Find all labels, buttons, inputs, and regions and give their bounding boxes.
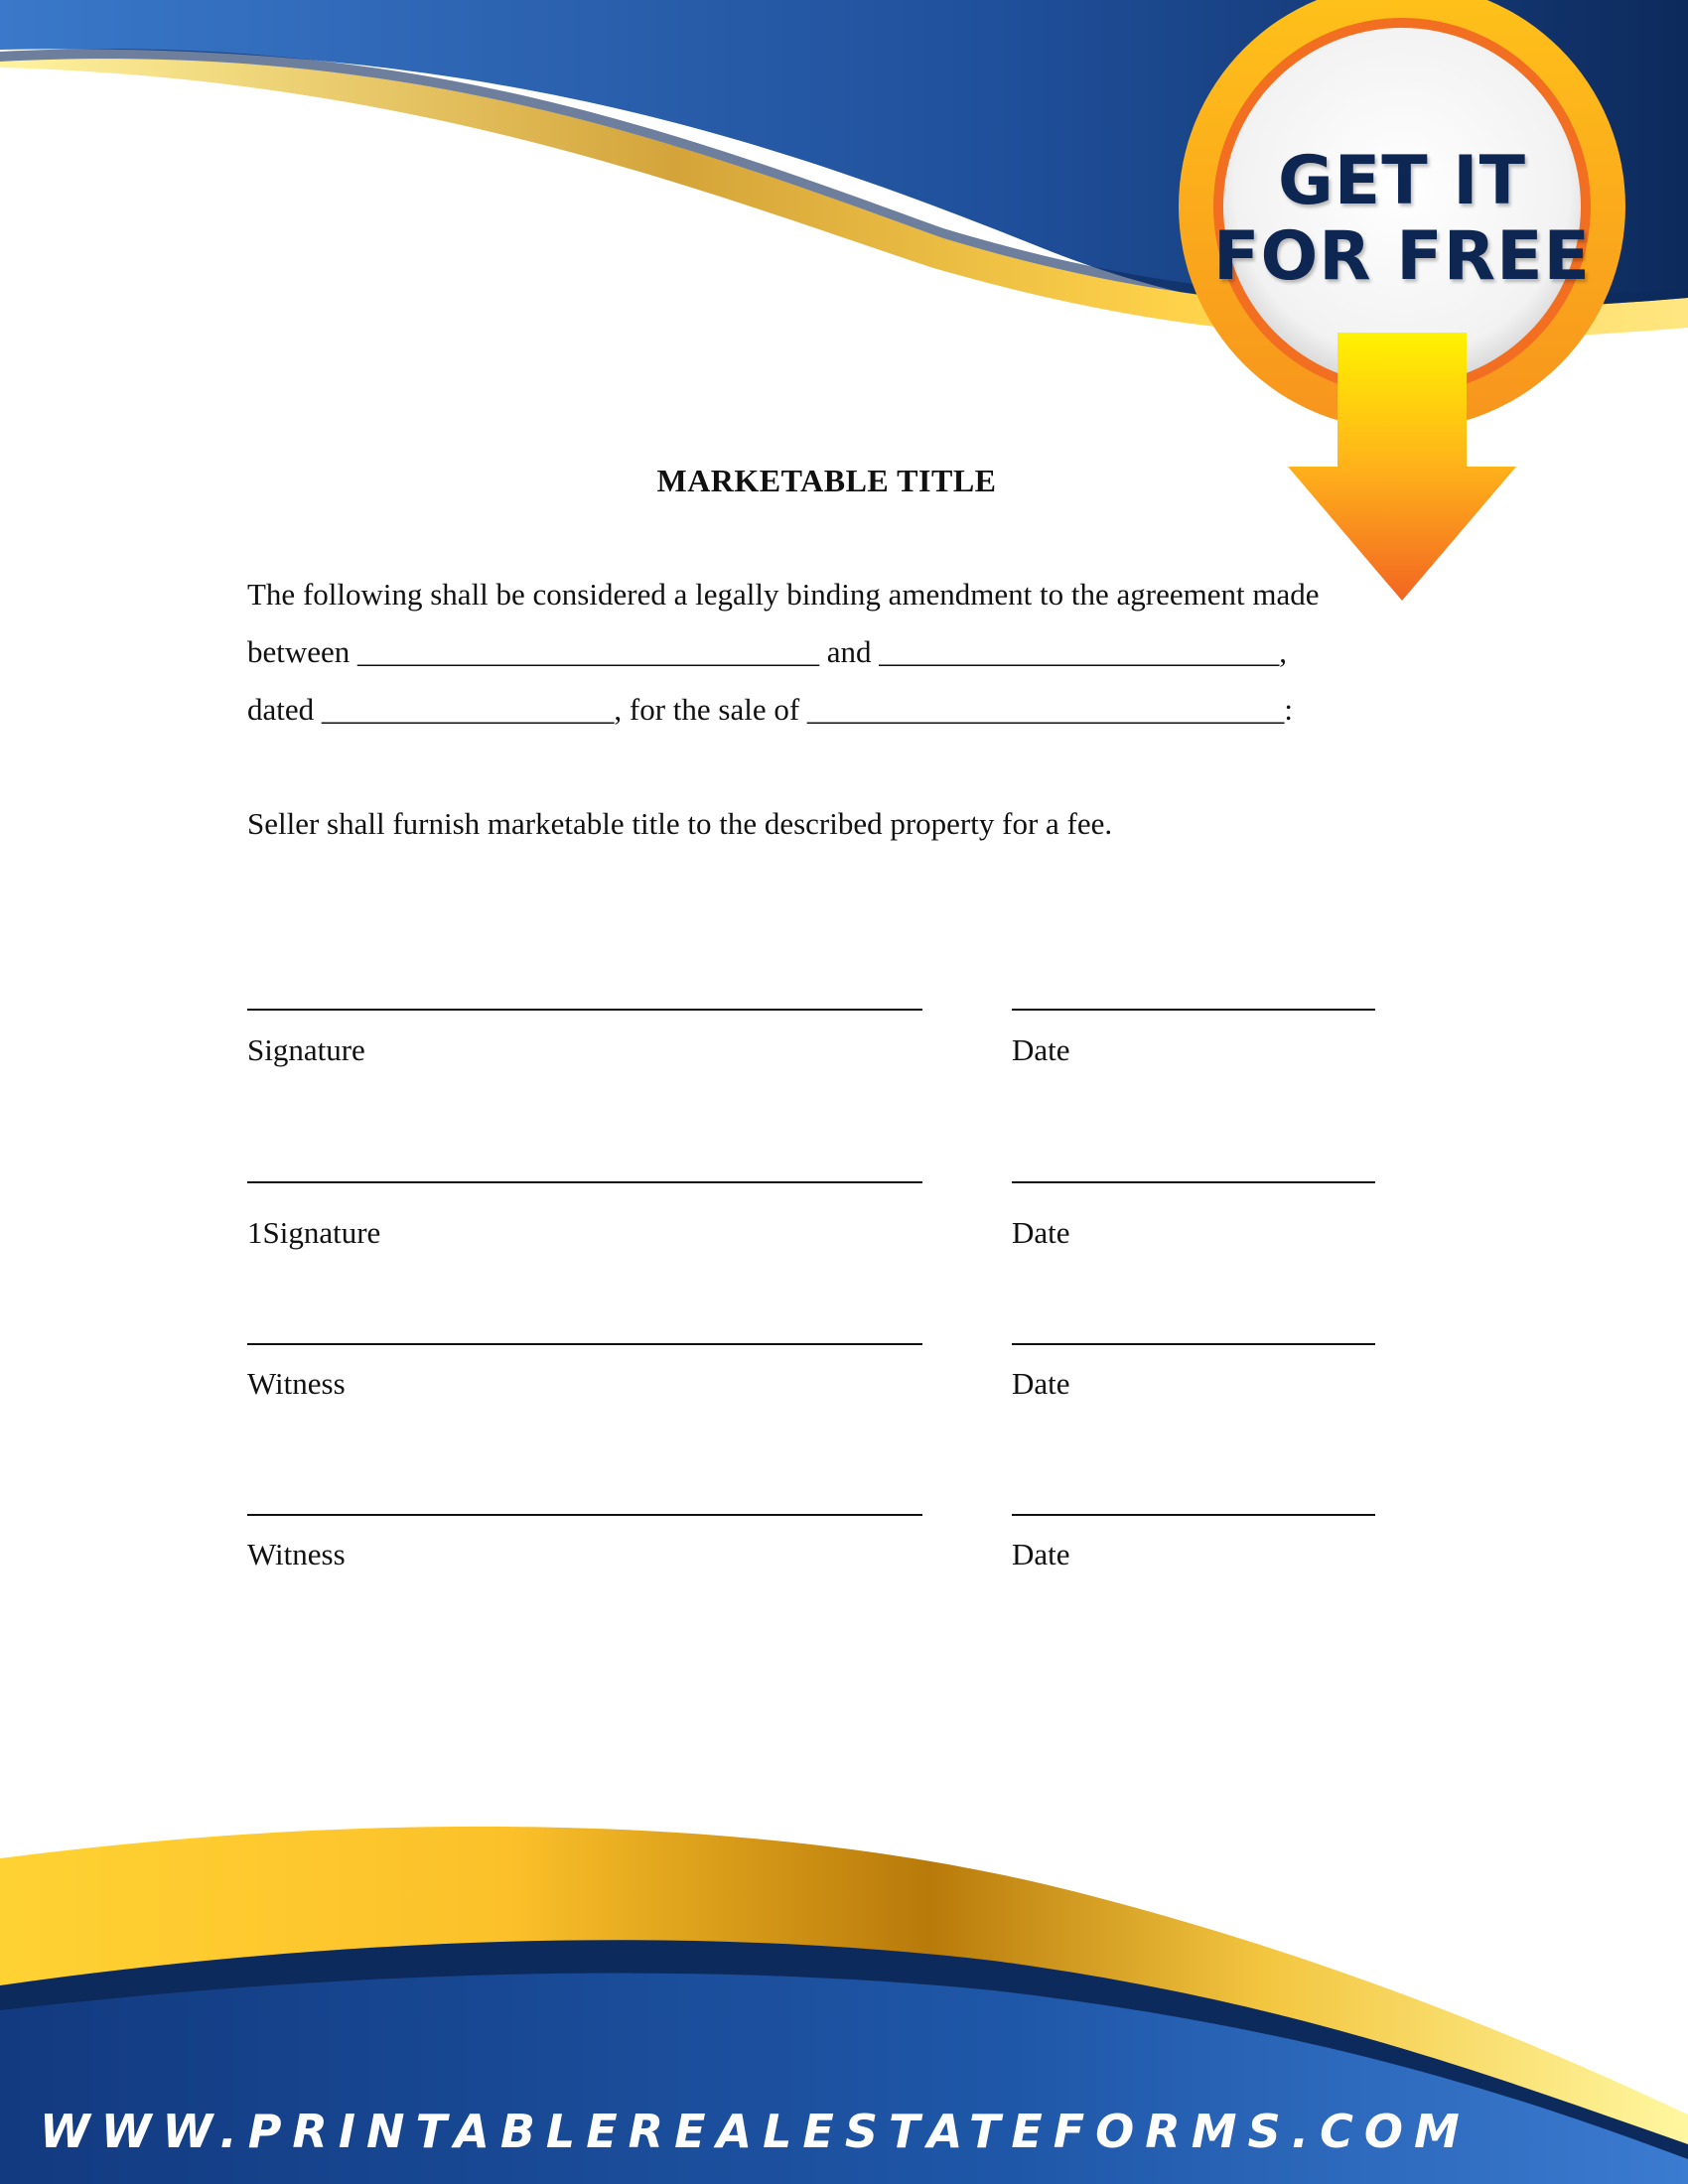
signature-line[interactable] xyxy=(247,1181,922,1183)
website-url-link[interactable]: WWW.PRINTABLEREALESTATEFORMS.COM xyxy=(40,2105,1471,2158)
date-line[interactable] xyxy=(1012,1181,1375,1183)
badge-line-2: FOR FREE xyxy=(1213,217,1592,296)
date-label: Date xyxy=(1012,1366,1070,1401)
intro-line: The following shall be considered a legally binding amendment to the agreement made xyxy=(247,577,1320,612)
amendment-intro-paragraph xyxy=(247,566,1399,739)
seller-clause: Seller shall furnish marketable title to the described property for a fee. xyxy=(247,806,1113,841)
document-title: MARKETABLE TITLE xyxy=(656,463,997,498)
signature-label: 1Signature xyxy=(247,1215,381,1250)
badge-line-1: GET IT xyxy=(1277,142,1526,220)
date-line[interactable] xyxy=(1012,1514,1375,1516)
signature-line[interactable] xyxy=(247,1009,922,1011)
date-label: Date xyxy=(1012,1215,1070,1250)
date-label: Date xyxy=(1012,1537,1070,1571)
date-label: Date xyxy=(1012,1032,1070,1067)
witness-label: Witness xyxy=(247,1537,346,1571)
witness-label: Witness xyxy=(247,1366,346,1401)
date-line[interactable] xyxy=(1012,1009,1375,1011)
intro-line: dated ___________________, for the sale of _______________________________: xyxy=(247,692,1294,727)
get-it-for-free-badge[interactable] xyxy=(1174,0,1630,615)
badge-text xyxy=(1213,144,1591,295)
date-line[interactable] xyxy=(1012,1343,1375,1345)
witness-line[interactable] xyxy=(247,1514,922,1516)
witness-line[interactable] xyxy=(247,1343,922,1345)
intro-line: between ______________________________ and __________________________, xyxy=(247,634,1288,669)
download-arrow-icon xyxy=(1174,0,1630,615)
signature-label: Signature xyxy=(247,1032,365,1067)
